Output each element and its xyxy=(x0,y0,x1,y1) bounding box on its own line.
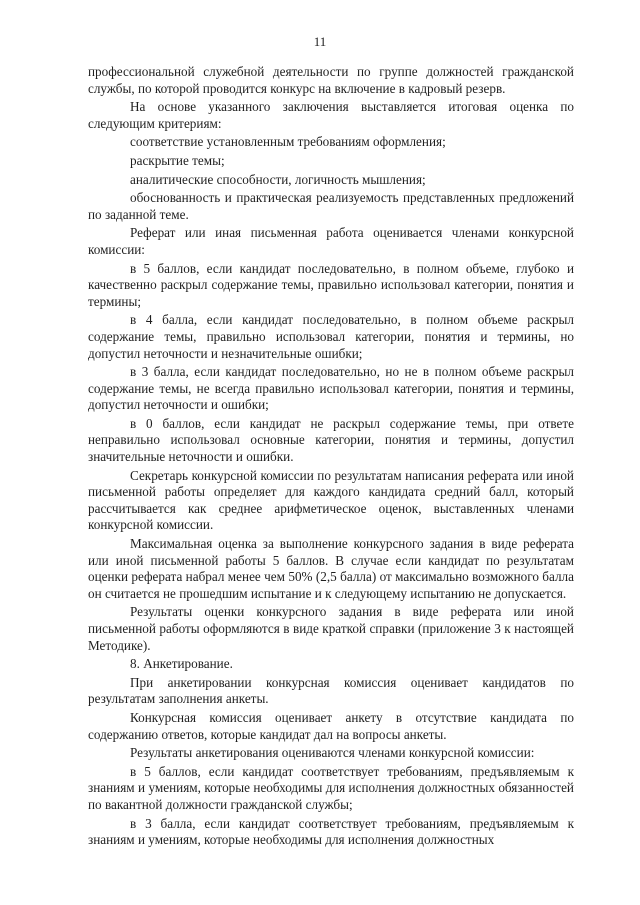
page-number: 11 xyxy=(313,34,327,49)
paragraph: в 5 баллов, если кандидат последовательно, в полном объеме, глубоко и качественно раскрыл содержание темы, правильно использовал категории, понятия и термины; xyxy=(88,260,574,309)
document-body xyxy=(88,64,574,849)
paragraph: Результаты оценки конкурсного задания в виде реферата или иной письменной работы оформляются в виде краткой справки (приложение 3 к настоящей Методике). xyxy=(88,604,574,653)
paragraph: соответствие установленным требованиям оформления; xyxy=(130,134,446,150)
paragraph: в 3 балла, если кандидат соответствует требованиям, предъявляемым к знаниям и умениям, которые необходимы для исполнения должностных xyxy=(88,815,574,848)
paragraph: На основе указанного заключения выставляется итоговая оценка по следующим критериям: xyxy=(88,99,574,131)
paragraph: Секретарь конкурсной комиссии по результатам написания реферата или иной письменной работы определяет для каждого кандидата средний балл, который рассчитывается как среднее арифметическое оценок, выставленных членами конкурсной комиссии. xyxy=(88,467,574,533)
paragraph: Конкурсная комиссия оценивает анкету в отсутствие кандидата по содержанию ответов, которые кандидат дал на вопросы анкеты. xyxy=(88,709,574,742)
paragraph: При анкетировании конкурсная комиссия оценивает кандидатов по результатам заполнения анкеты. xyxy=(88,674,574,707)
paragraph: 8. Анкетирование. xyxy=(130,656,233,672)
paragraph: раскрытие темы; xyxy=(130,152,225,168)
paragraph: Результаты анкетирования оцениваются членами конкурсной комиссии: xyxy=(130,745,535,761)
paragraph: Реферат или иная письменная работа оценивается членами конкурсной комиссии: xyxy=(88,225,574,257)
paragraph: аналитические способности, логичность мышления; xyxy=(130,171,426,187)
paragraph: в 3 балла, если кандидат последовательно, но не в полном объеме раскрыл содержание темы, не всегда правильно использовал категории, понятия и термины, допустил неточности и ошибки; xyxy=(88,364,574,413)
paragraph: в 5 баллов, если кандидат соответствует требованиям, предъявляемым к знаниям и умениям, которые необходимы для исполнения должностных обязанностей по вакантной должности гражданской службы; xyxy=(88,763,574,812)
paragraph: в 0 баллов, если кандидат не раскрыл содержание темы, при ответе неправильно использовал основные категории, понятия и термины, допустил значительные неточности и ошибки. xyxy=(88,415,574,465)
paragraph: обоснованность и практическая реализуемость представленных предложений по заданной теме. xyxy=(88,190,574,222)
paragraph: профессиональной служебной деятельности по группе должностей гражданской службы, по которой проводится конкурс на включение в кадровый резерв. xyxy=(88,64,574,96)
paragraph: Максимальная оценка за выполнение конкурсного задания в виде реферата или иной письменной работы 5 баллов. В случае если кандидат по результатам оценки реферата набрал менее чем 50% (2,5 балла) от максимально возможного балла он считается не прошедшим испытание и к следующему испытанию не допускается. xyxy=(88,536,574,601)
paragraph: в 4 балла, если кандидат последовательно, в полном объеме раскрыл содержание темы, правильно использовал категории, понятия и термины, но допустил неточности и незначительные ошибки; xyxy=(88,312,574,361)
